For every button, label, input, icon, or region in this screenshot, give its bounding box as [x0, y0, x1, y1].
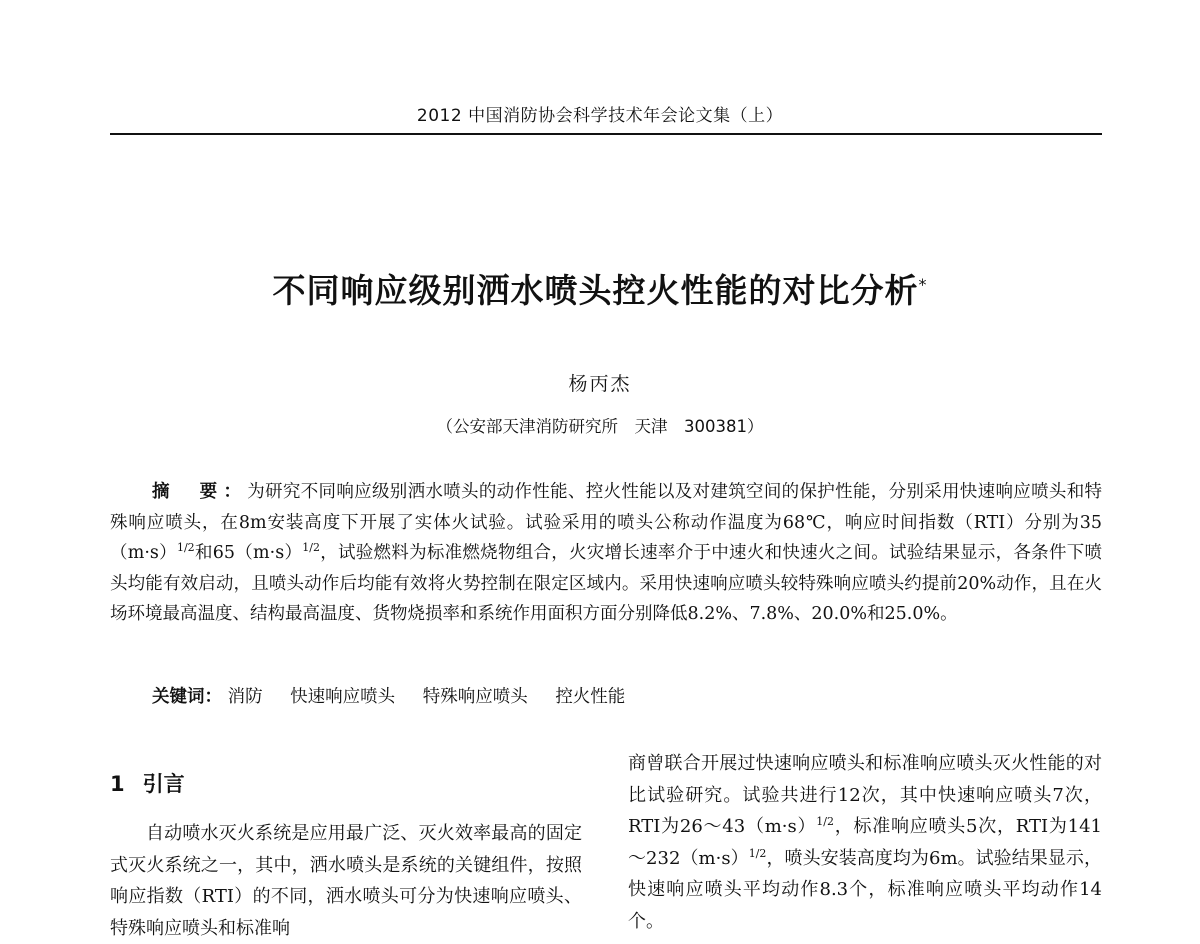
author: 杨丙杰 — [568, 373, 632, 395]
right-sup-1: 1/2 — [816, 815, 834, 829]
abstract-text-1: 为研究不同响应级别洒水喷头的动作性能、控火性能以及对建筑空间的保护性能，分别采用快速响应喷头和特殊响应喷头，在8m安装高度下开展了实体火试验。试验采用的喷头公称动作温度为68℃，响应时间指数（RTI）分别为35（m·s） — [110, 482, 1103, 563]
keywords-label: 关键词： — [152, 687, 222, 707]
header-rule — [110, 133, 1102, 135]
abstract — [110, 477, 1102, 630]
section-number: 1 — [110, 772, 125, 796]
intro-paragraph-continued — [628, 748, 1102, 938]
right-text-3: ，喷头安装高度均为6m。试验结果显示，快速响应喷头平均动作8.3个，标准响应喷头平均动作14个。 — [628, 847, 1102, 932]
paper-title — [0, 265, 1200, 312]
section-heading — [110, 768, 185, 798]
section-title: 引言 — [142, 772, 185, 796]
left-column — [110, 818, 582, 944]
title-footnote-mark: * — [918, 275, 928, 294]
keyword-item: 特殊响应喷头 — [422, 687, 528, 707]
intro-paragraph: 自动喷水灭火系统是应用最广泛、灭火效率最高的固定式灭火系统之一，其中，洒水喷头是系统的关键组件，按照响应指数（RTI）的不同，洒水喷头可分为快速响应喷头、特殊响应喷头和标准响 — [110, 823, 582, 939]
abstract-sup-2: 1/2 — [302, 541, 320, 555]
right-text-1: 商曾联合开展过快速响应喷头和标准响应喷头灭火性能的对比试验研究。试验共进行12次，其中快速响应喷头7次，RTI为26～43（m·s） — [628, 753, 1102, 838]
keywords — [152, 682, 647, 712]
abstract-label: 摘 要： — [152, 482, 248, 502]
paper-title-text: 不同响应级别洒水喷头控火性能的对比分析 — [272, 271, 919, 310]
right-column — [628, 748, 1102, 938]
keyword-item: 控火性能 — [555, 687, 626, 707]
right-text-2: ，标准响应喷头5次，RTI为141～232（m·s） — [628, 816, 1102, 869]
abstract-sup-1: 1/2 — [176, 541, 195, 555]
keyword-item: 消防 — [227, 687, 263, 707]
affiliation: （公安部天津消防研究所 天津 300381） — [436, 417, 764, 436]
right-sup-2: 1/2 — [748, 846, 767, 860]
abstract-text-3: ，试验燃料为标准燃烧物组合，火灾增长速率介于中速火和快速火之间。试验结果显示，各条件下喷头均能有效启动，且喷头动作后均能有效将火势控制在限定区域内。采用快速响应喷头较特殊响应喷头约提前20%动作，且在火场环境最高温度、结构最高温度、货物烧损率和系统作用面积方面分别降低8.2%、7.8%、20.0%和25.0%。 — [110, 543, 1103, 624]
abstract-text-2: 和65（m·s） — [194, 543, 303, 563]
running-header: 2012 中国消防协会科学技术年会论文集（上） — [416, 106, 784, 126]
keyword-item: 快速响应喷头 — [290, 687, 396, 707]
